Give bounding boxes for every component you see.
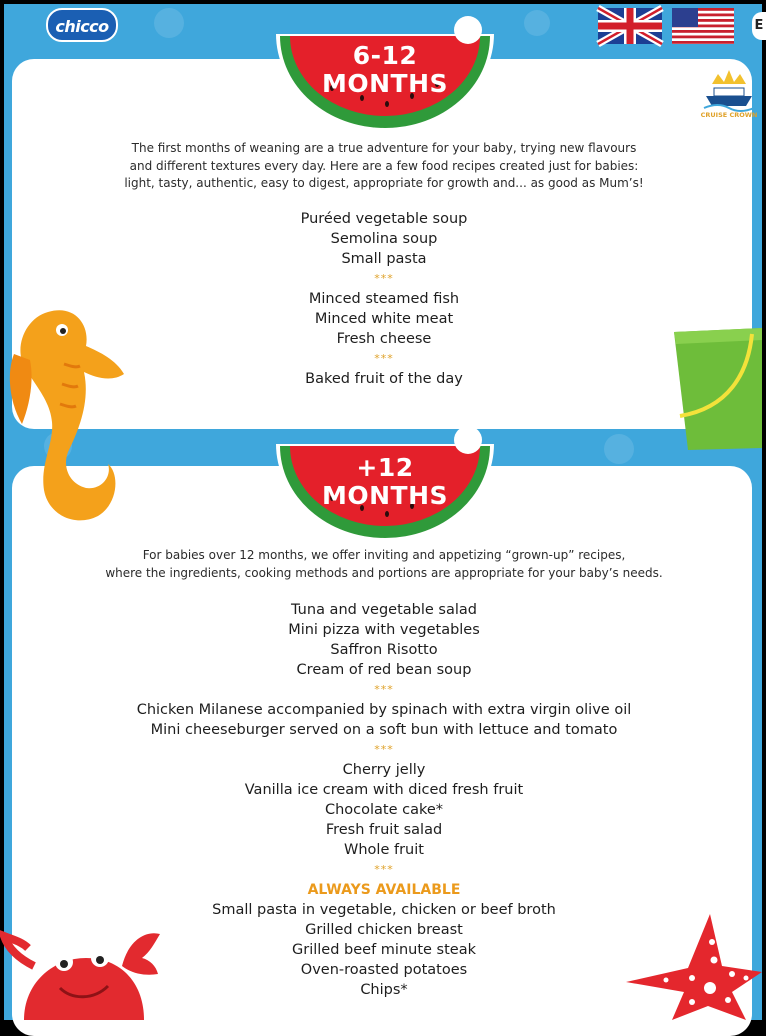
- menu-separator: ***: [374, 743, 394, 756]
- menu-item: Small pasta in vegetable, chicken or beef broth: [212, 902, 556, 918]
- bubble-decoration: [524, 10, 550, 36]
- section-intro-6-12: [94, 140, 674, 193]
- bucket-icon: [668, 320, 762, 452]
- menu-item: Whole fruit: [344, 842, 424, 858]
- menu-item: Tuna and vegetable salad: [291, 602, 477, 618]
- section-intro-12-plus: [84, 547, 684, 582]
- chicco-logo: chicco: [46, 8, 118, 42]
- menu-item: Small pasta: [341, 251, 427, 267]
- menu-item: Vanilla ice cream with diced fresh fruit: [244, 782, 524, 798]
- bubble-decoration: [154, 8, 184, 38]
- menu-list-12-plus: [84, 600, 684, 1000]
- menu-item: Mini pizza with vegetables: [288, 622, 480, 638]
- menu-item: Grilled chicken breast: [305, 922, 463, 938]
- menu-page: [4, 4, 762, 1020]
- menu-list-6-12: [84, 209, 684, 389]
- bubble-decoration: [604, 434, 634, 464]
- menu-separator: ***: [374, 272, 394, 285]
- badge-months-label: MONTHS: [321, 481, 449, 510]
- menu-item: Minced white meat: [314, 311, 454, 327]
- menu-item: Oven-roasted potatoes: [300, 962, 468, 978]
- menu-item: Chips*: [360, 982, 408, 998]
- seahorse-icon: [4, 304, 130, 530]
- edge-tab: E: [752, 12, 766, 40]
- ship-icon: [700, 66, 758, 110]
- badge-12-plus-months: [272, 436, 498, 540]
- intro-line: The first months of weaning are a true adventure for your baby, trying new flavours: [131, 141, 637, 155]
- badge-age-range: 6-12: [352, 41, 418, 70]
- menu-item: Semolina soup: [330, 231, 438, 247]
- menu-item: Chocolate cake*: [324, 802, 444, 818]
- menu-item: Baked fruit of the day: [305, 371, 463, 387]
- menu-separator: ***: [374, 683, 394, 696]
- intro-line: and different textures every day. Here are a few food recipes created just for babies:: [129, 158, 639, 173]
- menu-item: Saffron Risotto: [330, 642, 438, 658]
- intro-line: where the ingredients, cooking methods and portions are appropriate for your baby’s needs.: [105, 565, 663, 580]
- crab-icon: [4, 922, 166, 1020]
- menu-item: Cream of red bean soup: [296, 662, 472, 678]
- badge-months-label: MONTHS: [321, 69, 449, 98]
- badge-age-range: +12: [356, 453, 414, 482]
- cruise-crown-logo: [700, 66, 758, 122]
- intro-line: For babies over 12 months, we offer inviting and appetizing “grown-up” recipes,: [142, 548, 626, 562]
- menu-separator: ***: [374, 863, 394, 876]
- menu-item: Cherry jelly: [342, 762, 426, 778]
- menu-item: Chicken Milanese accompanied by spinach with extra virgin olive oil: [136, 702, 632, 718]
- uk-flag-icon[interactable]: [598, 8, 662, 44]
- always-available-heading: ALWAYS AVAILABLE: [307, 882, 461, 898]
- menu-item: Puréed vegetable soup: [300, 211, 468, 227]
- menu-item: Grilled beef minute steak: [292, 942, 476, 958]
- cruise-crown-text: CRUISE CROWN: [700, 111, 758, 119]
- us-flag-icon[interactable]: [672, 8, 734, 44]
- intro-line: light, tasty, authentic, easy to digest, appropriate for growth and... as good as Mum’s!: [124, 176, 644, 190]
- menu-separator: ***: [374, 352, 394, 365]
- badge-6-12-months: [272, 26, 498, 130]
- menu-item: Fresh cheese: [336, 331, 432, 347]
- menu-item: Minced steamed fish: [308, 291, 460, 307]
- menu-item: Mini cheeseburger served on a soft bun with lettuce and tomato: [150, 722, 618, 738]
- starfish-icon: [622, 912, 762, 1020]
- menu-item: Fresh fruit salad: [325, 822, 443, 838]
